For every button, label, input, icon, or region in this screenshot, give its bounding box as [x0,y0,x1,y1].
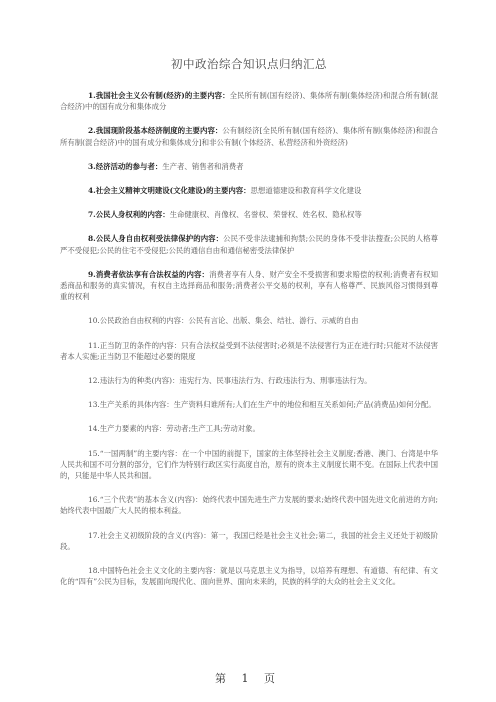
knowledge-point [60,233,438,255]
knowledge-point [60,423,438,434]
knowledge-point-heading: 7.公民人身权利的内容： [88,210,170,220]
knowledge-point-heading: 2.我国现阶段基本经济制度的主要内容： [88,126,223,136]
knowledge-point-heading: 1.我国社会主义公有制(经济)的主要内容： [88,91,230,100]
knowledge-point-text: 18.中国特色社会主义文化的主要内容：就是以马克思主义为指导，以培养有理想、有道德、有纪律、有文化的“四有”公民为目标，发展面向现代化、面向世界、面向未来的，民族的科学的大众的社会主义文化。 [60,566,438,587]
knowledge-point [60,399,438,410]
knowledge-point-text: 14.生产力要素的内容：劳动者;生产工具;劳动对象。 [88,424,260,434]
knowledge-point-text: 11.正当防卫的条件的内容：只有合法权益受到不法侵害时;必须是不法侵害行为正在进行时;只能对不法侵害者本人实施;正当防卫不能超过必要的限度 [60,340,438,361]
knowledge-point [60,375,438,386]
knowledge-point [60,209,438,220]
knowledge-point-text: 15.“一国两制”的主要内容：在一个中国的前提下，国家的主体坚持社会主义制度;香港、澳门、台湾是中华人民共和国不可分割的部分，它们作为特别行政区实行高度自治，原有的资本主义制度长期不变。在国际上代表中国的，只能是中华人民共和国。 [60,448,438,481]
knowledge-point-heading: 3.经济活动的参与者： [88,161,163,171]
knowledge-point [60,340,438,362]
knowledge-point [60,185,438,196]
knowledge-point-text: 思想道德建设和教育科学文化建设 [250,186,362,196]
knowledge-point-text: 16.“三个代表”的基本含义(内容)：始终代表中国先进生产力发展的要求;始终代表中国先进文化前进的方向;始终代表中国最广大人民的根本利益。 [60,495,438,516]
knowledge-point [60,494,438,516]
knowledge-point [60,315,438,326]
knowledge-point [60,161,438,172]
knowledge-point [60,90,438,112]
knowledge-point-text: 消费者享有人身、财产安全不受损害和要求赔偿的权利;消费者有权知悉商品和服务的真实情况，有权自主选择商品和服务;消费者公平交易的权利，享有人格尊严、民族风俗习惯得到尊重的权利 [60,269,439,302]
knowledge-point-text: 公民不受非法逮捕和拘禁;公民的身体不受非法搜查;公民的人格尊严不受侵犯;公民的住宅不受侵犯;公民的通信自由和通信秘密受法律保护 [60,234,439,255]
knowledge-point-heading: 9.消费者依法享有合法权益的内容： [88,269,210,279]
knowledge-point-text: 全民所有制(国有经济)、集体所有制(集体经济)和混合所有制(混合经济)中的国有成分和集体成分 [60,91,438,112]
knowledge-point-heading: 4.社会主义精神文明建设(文化建设)的主要内容： [88,186,251,196]
knowledge-point [60,125,438,147]
document-title: 初中政治综合知识点归纳汇总 [171,57,327,71]
page-number: 第 1 页 [215,672,281,685]
knowledge-point-list [60,90,438,587]
knowledge-point-text: 12.违法行为的种类(内容)：违宪行为、民事违法行为、行政违法行为、刑事违法行为。 [88,376,372,386]
knowledge-point-text: 公有制经济[全民所有制(国有经济)、集体所有制(集体经济)和混合所有制(混合经济)中的国有成分和集体成分]和非公有制(个体经济、私营经济和外资经济) [60,126,439,147]
knowledge-point-text: 生命健康权、肖像权、名誉权、荣誉权、姓名权、隐私权等 [169,210,362,220]
knowledge-point-text: 13.生产关系的具体内容：生产资料归谁所有;人们在生产中的地位和相互关系如何;产品(消费品)如何分配。 [88,400,436,410]
knowledge-point-heading: 8.公民人身自由权利受法律保护的内容： [88,234,224,244]
knowledge-point-text: 生产者、销售者和消费者 [162,161,244,171]
knowledge-point-text: 10.公民政治自由权利的内容：公民有言论、出版、集会、结社、游行、示威的自由 [88,316,359,326]
knowledge-point [60,448,438,482]
knowledge-point [60,530,438,552]
knowledge-point [60,565,438,587]
knowledge-point [60,269,438,303]
knowledge-point-text: 17.社会主义初级阶段的含义(内容)：第一，我国已经是社会主义社会;第二，我国的社会主义还处于初级阶段。 [60,530,438,551]
